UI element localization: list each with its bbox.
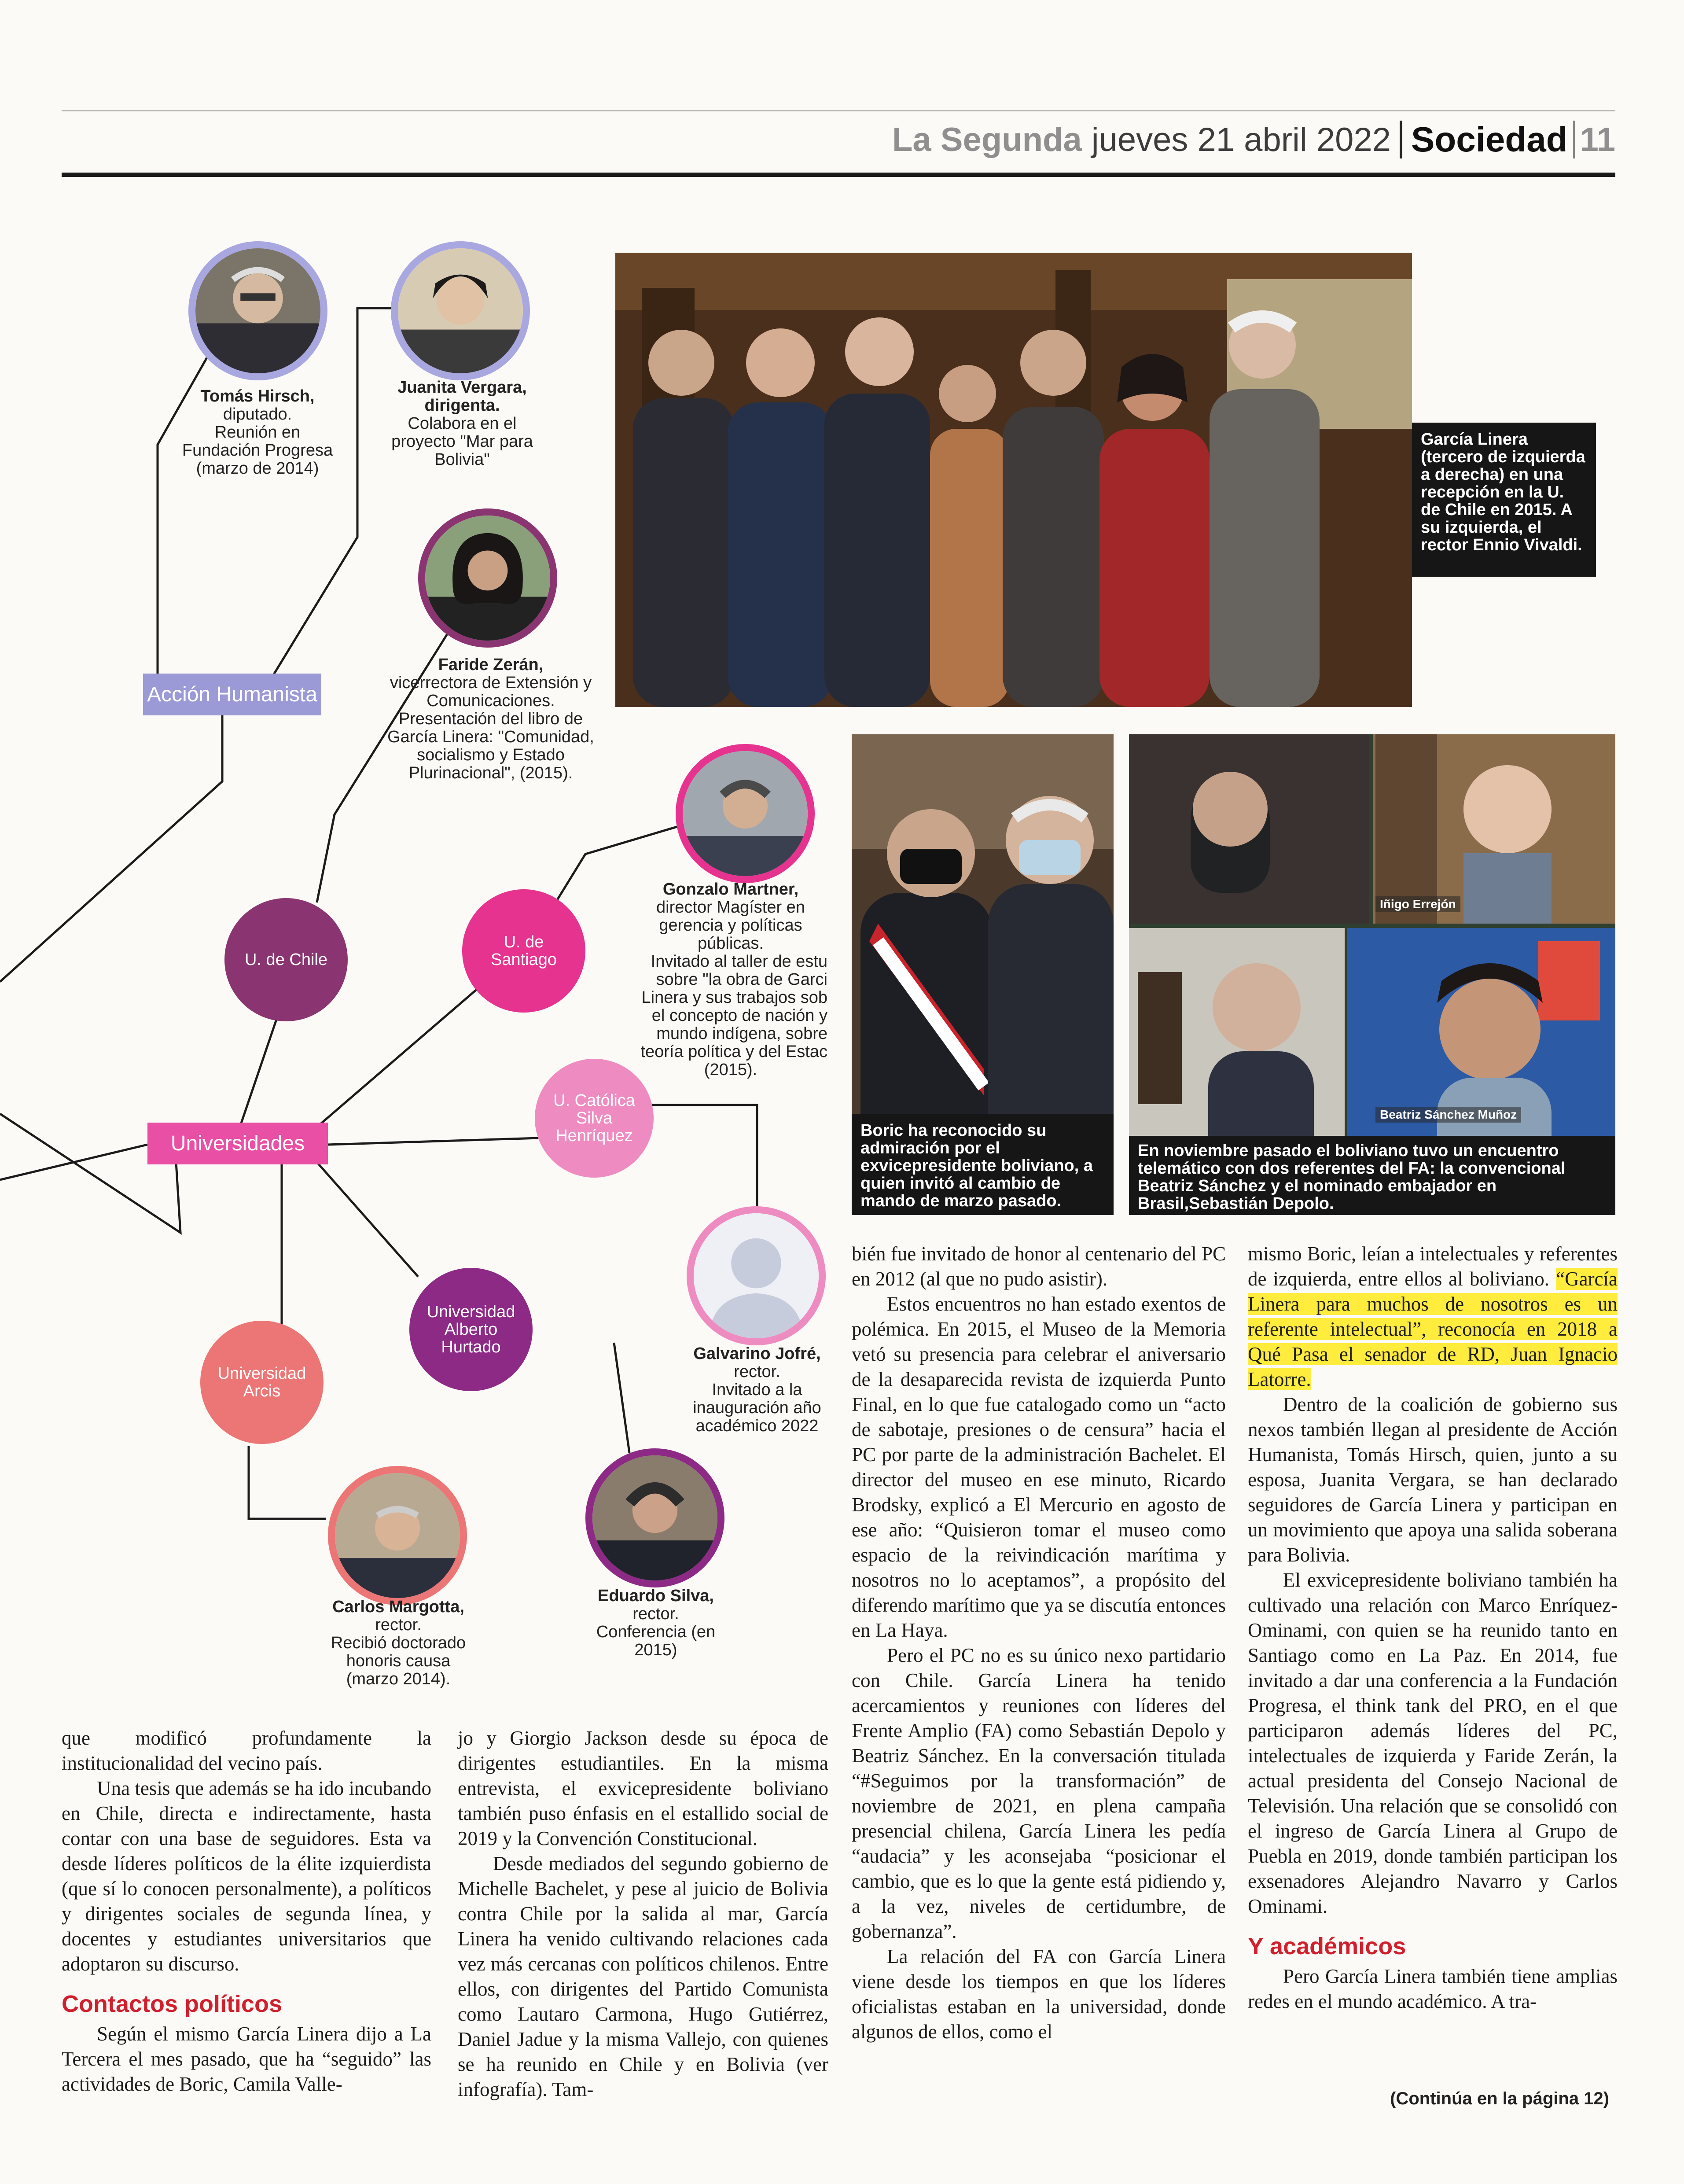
hirsch-desc-2: Reunión en [214, 423, 301, 442]
caption-faride-zeran [383, 656, 599, 782]
caption-gonzalo-martner [634, 880, 827, 1079]
caption-eduardo-silva [568, 1587, 744, 1659]
portrait-faride-zeran [418, 508, 557, 648]
martner-desc-4: Invitado al taller de estu [651, 952, 827, 971]
vergara-desc-2: proyecto "Mar para [391, 432, 533, 451]
article-column-3 [852, 1241, 1226, 2044]
hirsch-desc-4: (marzo de 2014) [196, 459, 319, 478]
line-hurtado-silva [614, 1343, 629, 1453]
header-divider-2 [1573, 121, 1575, 158]
tag-beatriz-sanchez: Beatriz Sánchez Muñoz [1375, 1107, 1521, 1123]
node-universidad-alberto-hurtado: Universidad Alberto Hurtado [409, 1268, 533, 1391]
portrait-juanita-vergara [391, 241, 530, 380]
jofre-desc-4: académico 2022 [695, 1417, 819, 1435]
zeran-desc-1: vicerrectora de Extensión y [390, 674, 592, 692]
martner-desc-8: mundo indígena, sobre [656, 1024, 827, 1043]
martner-desc-9: teoría política y del Estac [640, 1042, 827, 1061]
margotta-name: Carlos Margotta, [332, 1598, 464, 1616]
heading-contactos-politicos: Contactos políticos [62, 1991, 283, 2017]
caption-galvarino-jofre [669, 1345, 845, 1435]
line-univ-catolica [328, 1138, 539, 1145]
highlighted-quote: “García Linera para muchos de nosotros es un referente intelectual”, reconocía en 2018 a Qué Pasa el senador de RD, Juan Ignacio Latorre. [1248, 1268, 1618, 1390]
martner-desc-10: (2015). [704, 1061, 757, 1079]
vergara-name-2: dirigenta. [424, 396, 500, 415]
caption-main-photo: García Linera (tercero de izquierda a derecha) en una recepción en la U. de Chile en 2015. A su izquierda, el rector Ennio Vivaldi. [1412, 423, 1596, 577]
caption-tomas-hirsch [172, 387, 343, 478]
col4-paragraph-1-text: mismo Boric, leían a intelectuales y referentes de izquierda, entre ellos al boliviano. [1248, 1243, 1618, 1290]
jofre-desc-3: inauguración año [693, 1399, 821, 1417]
col4-paragraph-1 [1248, 1241, 1618, 1392]
martner-desc-3: públicas. [698, 934, 764, 953]
martner-name: Gonzalo Martner, [662, 880, 799, 899]
martner-desc-6: Linera y sus trabajos sob [641, 988, 827, 1007]
label-universidades: Universidades [147, 1123, 328, 1164]
jofre-desc-2: Invitado a la [712, 1381, 802, 1399]
header-divider [1400, 121, 1402, 158]
portrait-galvarino-jofre [687, 1206, 826, 1345]
hirsch-desc-3: Fundación Progresa [182, 441, 333, 460]
tag-inigo-errejon: Iñigo Errejón [1375, 896, 1460, 912]
article-column-1 [62, 1726, 431, 2097]
margotta-desc-2: Recibió doctorado [331, 1634, 466, 1652]
caption-carlos-margotta [308, 1598, 489, 1688]
jofre-name: Galvarino Jofré, [693, 1344, 821, 1363]
vergara-name-1: Juanita Vergara, [397, 378, 527, 397]
continues-on-page-12: (Continúa en la página 12) [1390, 2089, 1609, 2108]
caption-boric-photo: Boric ha reconocido su admiración por el exvicepresidente boliviano, a quien invitó al cambio de mando de marzo pasado. [852, 1114, 1114, 1215]
silva-desc-1: rector. [632, 1605, 679, 1623]
silva-name: Eduardo Silva, [598, 1587, 714, 1605]
line-univ-hurtado [317, 1162, 418, 1277]
line-arcis-margotta [249, 1446, 326, 1519]
portrait-tomas-hirsch [188, 241, 327, 380]
col2-paragraph-1: jo y Giorgio Jackson desde su época de dirigentes estudiantiles. En la misma entrevista, el exvicepresidente boliviano también puso énfasis en el estallido social de 2019 y la Convención Constitucional. [458, 1727, 828, 1849]
margotta-desc-1: rector. [375, 1616, 422, 1634]
node-u-de-chile: U. de Chile [224, 898, 348, 1021]
node-u-de-santiago: U. de Santiago [462, 889, 585, 1013]
zeran-desc-6: Plurinacional", (2015). [408, 764, 573, 782]
line-catolica-jofre [645, 1105, 757, 1215]
col1-paragraph-2: Una tesis que además se ha ido incubando en Chile, directa e indirectamente, hasta contar con una base de seguidores. Esta va desde líderes políticos de la élite izquierdista (que sí lo conocen personalmente), a políticos y dirigentes sociales de segunda línea, y docentes y estudiantes universitarios que adoptaron su discurso. [62, 1777, 431, 1975]
page-number: 11 [1580, 121, 1615, 158]
zeran-desc-4: García Linera: "Comunidad, [387, 728, 594, 746]
section-name: Sociedad [1411, 120, 1568, 159]
issue-date: jueves 21 abril 2022 [1091, 121, 1391, 158]
col3-paragraph-1: bién fue invitado de honor al centenario del PC en 2012 (al que no pudo asistir). [852, 1243, 1226, 1290]
col1-paragraph-1: que modificó profundamente la institucionalidad del vecino país. [62, 1727, 431, 1774]
zeran-desc-2: Comunicaciones. [427, 692, 555, 710]
martner-desc-1: director Magíster en [656, 898, 805, 917]
vergara-desc-1: Colabora en el [408, 414, 517, 433]
newspaper-name: La Segunda [892, 121, 1082, 158]
zeran-name: Faride Zerán, [438, 656, 544, 674]
silva-desc-2: Conferencia (en [596, 1623, 716, 1641]
col4-paragraph-2: Dentro de la coalición de gobierno sus nexos también llegan al presidente de Acción Humanista, Tomás Hirsch, quien, junto a su esposa, Juanita Vergara, se han declarado seguidores de García Linera y participan en un movimiento que apoya una salida soberana para Bolivia. [1248, 1393, 1618, 1566]
col4-paragraph-4: Pero García Linera también tiene amplias redes en el mundo académico. A tra- [1248, 1965, 1618, 2012]
article-column-2 [458, 1726, 828, 2102]
margotta-desc-3: honoris causa [346, 1652, 451, 1670]
martner-desc-7: el concepto de nación y [651, 1006, 827, 1025]
margotta-desc-4: (marzo 2014). [346, 1670, 451, 1688]
article-column-4 [1248, 1241, 1618, 2014]
martner-desc-5: sobre "la obra de Garci [656, 970, 827, 989]
photo-reception-u-chile [615, 253, 1412, 707]
col4-paragraph-3: El exvicepresidente boliviano también ha cultivado una relación con Marco Enríquez-Ominami, con quien se ha reunido tanto en Santiago como en La Paz. En 2014, fue invitado a dar una conferencia a la Fundación Progresa, el think tank del PRO, en el que participaron además líderes del PC, intelectuales de izquierda y Faride Zerán, la actual presidenta del Consejo Nacional de Televisión. Una relación que se consolidó con el ingreso de García Linera al Grupo de Puebla en 2019, donde también participan los exsenadores Alejandro Navarro y Carlos Ominami. [1248, 1569, 1618, 1917]
node-universidad-arcis: Universidad Arcis [200, 1321, 324, 1444]
hirsch-desc-1: diputado. [223, 405, 292, 424]
label-accion-humanista: Acción Humanista [143, 674, 321, 715]
heading-y-academicos: Y académicos [1248, 1933, 1406, 1959]
col3-paragraph-3: Pero el PC no es su único nexo partidario con Chile. García Linera ha tenido acercamientos y reuniones con líderes del Frente Amplio (FA) como Sebastián Depolo y Beatriz Sánchez. En la conversación titulada “#Seguimos por la transformación” de noviembre de 2021, en plena campaña presencial chilena, García Linera les pedía “audacia” y les aconsejaba “posicionar el cambio, que es lo que la gente está pidiendo y, a la vez, niveles de certidumbre, de gobernanza”. [852, 1644, 1226, 1942]
caption-zoom-photo: En noviembre pasado el boliviano tuvo un encuentro telemático con dos referentes del FA: la convencional Beatriz Sánchez y el nominado embajador en Brasil,Sebastián Depolo. [1129, 1136, 1615, 1215]
col2-paragraph-2: Desde mediados del segundo gobierno de Michelle Bachelet, y pese al juicio de Bolivia contra Chile por la salida al mar, García Linera ha venido cultivando relaciones cada vez más cercanas con políticos chilenos. Entre ellos, con dirigentes del Partido Comunista como Lautaro Carmona, Hugo Gutiérrez, Daniel Jadue y la misma Vallejo, con quienes se ha reunido en Chile y en Bolivia (ver infografía). Tam- [458, 1853, 828, 2100]
zeran-desc-3: Presentación del libro de [398, 710, 583, 728]
silva-desc-3: 2015) [634, 1641, 677, 1659]
portrait-eduardo-silva [585, 1448, 724, 1587]
page-header [892, 115, 1615, 164]
line-accion-down [0, 702, 222, 982]
line-uchile-univ [240, 1017, 277, 1127]
line-santiago-univ [317, 977, 491, 1127]
node-u-catolica-silva-henriquez: U. Católica Silva Henríquez [535, 1059, 654, 1178]
portrait-gonzalo-martner [676, 744, 815, 883]
vergara-desc-3: Bolivia" [434, 450, 490, 469]
jofre-desc-1: rector. [734, 1363, 780, 1381]
col3-paragraph-2: Estos encuentros no han estado exentos de polémica. En 2015, el Museo de la Memoria vetó su presencia para celebrar el aniversario de la desaparecida revista de izquierda Punto Final, en lo que fue catalogado como un “acto de sabotaje, presiones o de censura” hacia el PC por parte de la administración Bachelet. El director del museo en ese minuto, Ricardo Brodsky, explicó a El Mercurio en agosto de ese año: “Quisieron tomar el museo como espacio de la reivindicación marítima y nosotros no lo aceptamos”, a propósito del diferendo marítimo que ya se discutía entonces en La Haya. [852, 1293, 1226, 1641]
col3-paragraph-4: La relación del FA con García Linera viene desde los tiempos en que los líderes oficialistas estaban en la universidad, donde algunos de ellos, como el [852, 1945, 1226, 2043]
zeran-desc-5: socialismo y Estado [417, 746, 565, 764]
col1-paragraph-3: Según el mismo García Linera dijo a La Tercera el mes pasado, que ha “seguido” las actividades de Boric, Camila Valle- [62, 2023, 431, 2095]
caption-juanita-vergara [379, 379, 546, 469]
portrait-carlos-margotta [328, 1466, 467, 1605]
hirsch-name: Tomás Hirsch, [200, 387, 315, 405]
martner-desc-2: gerencia y políticas [659, 916, 802, 935]
